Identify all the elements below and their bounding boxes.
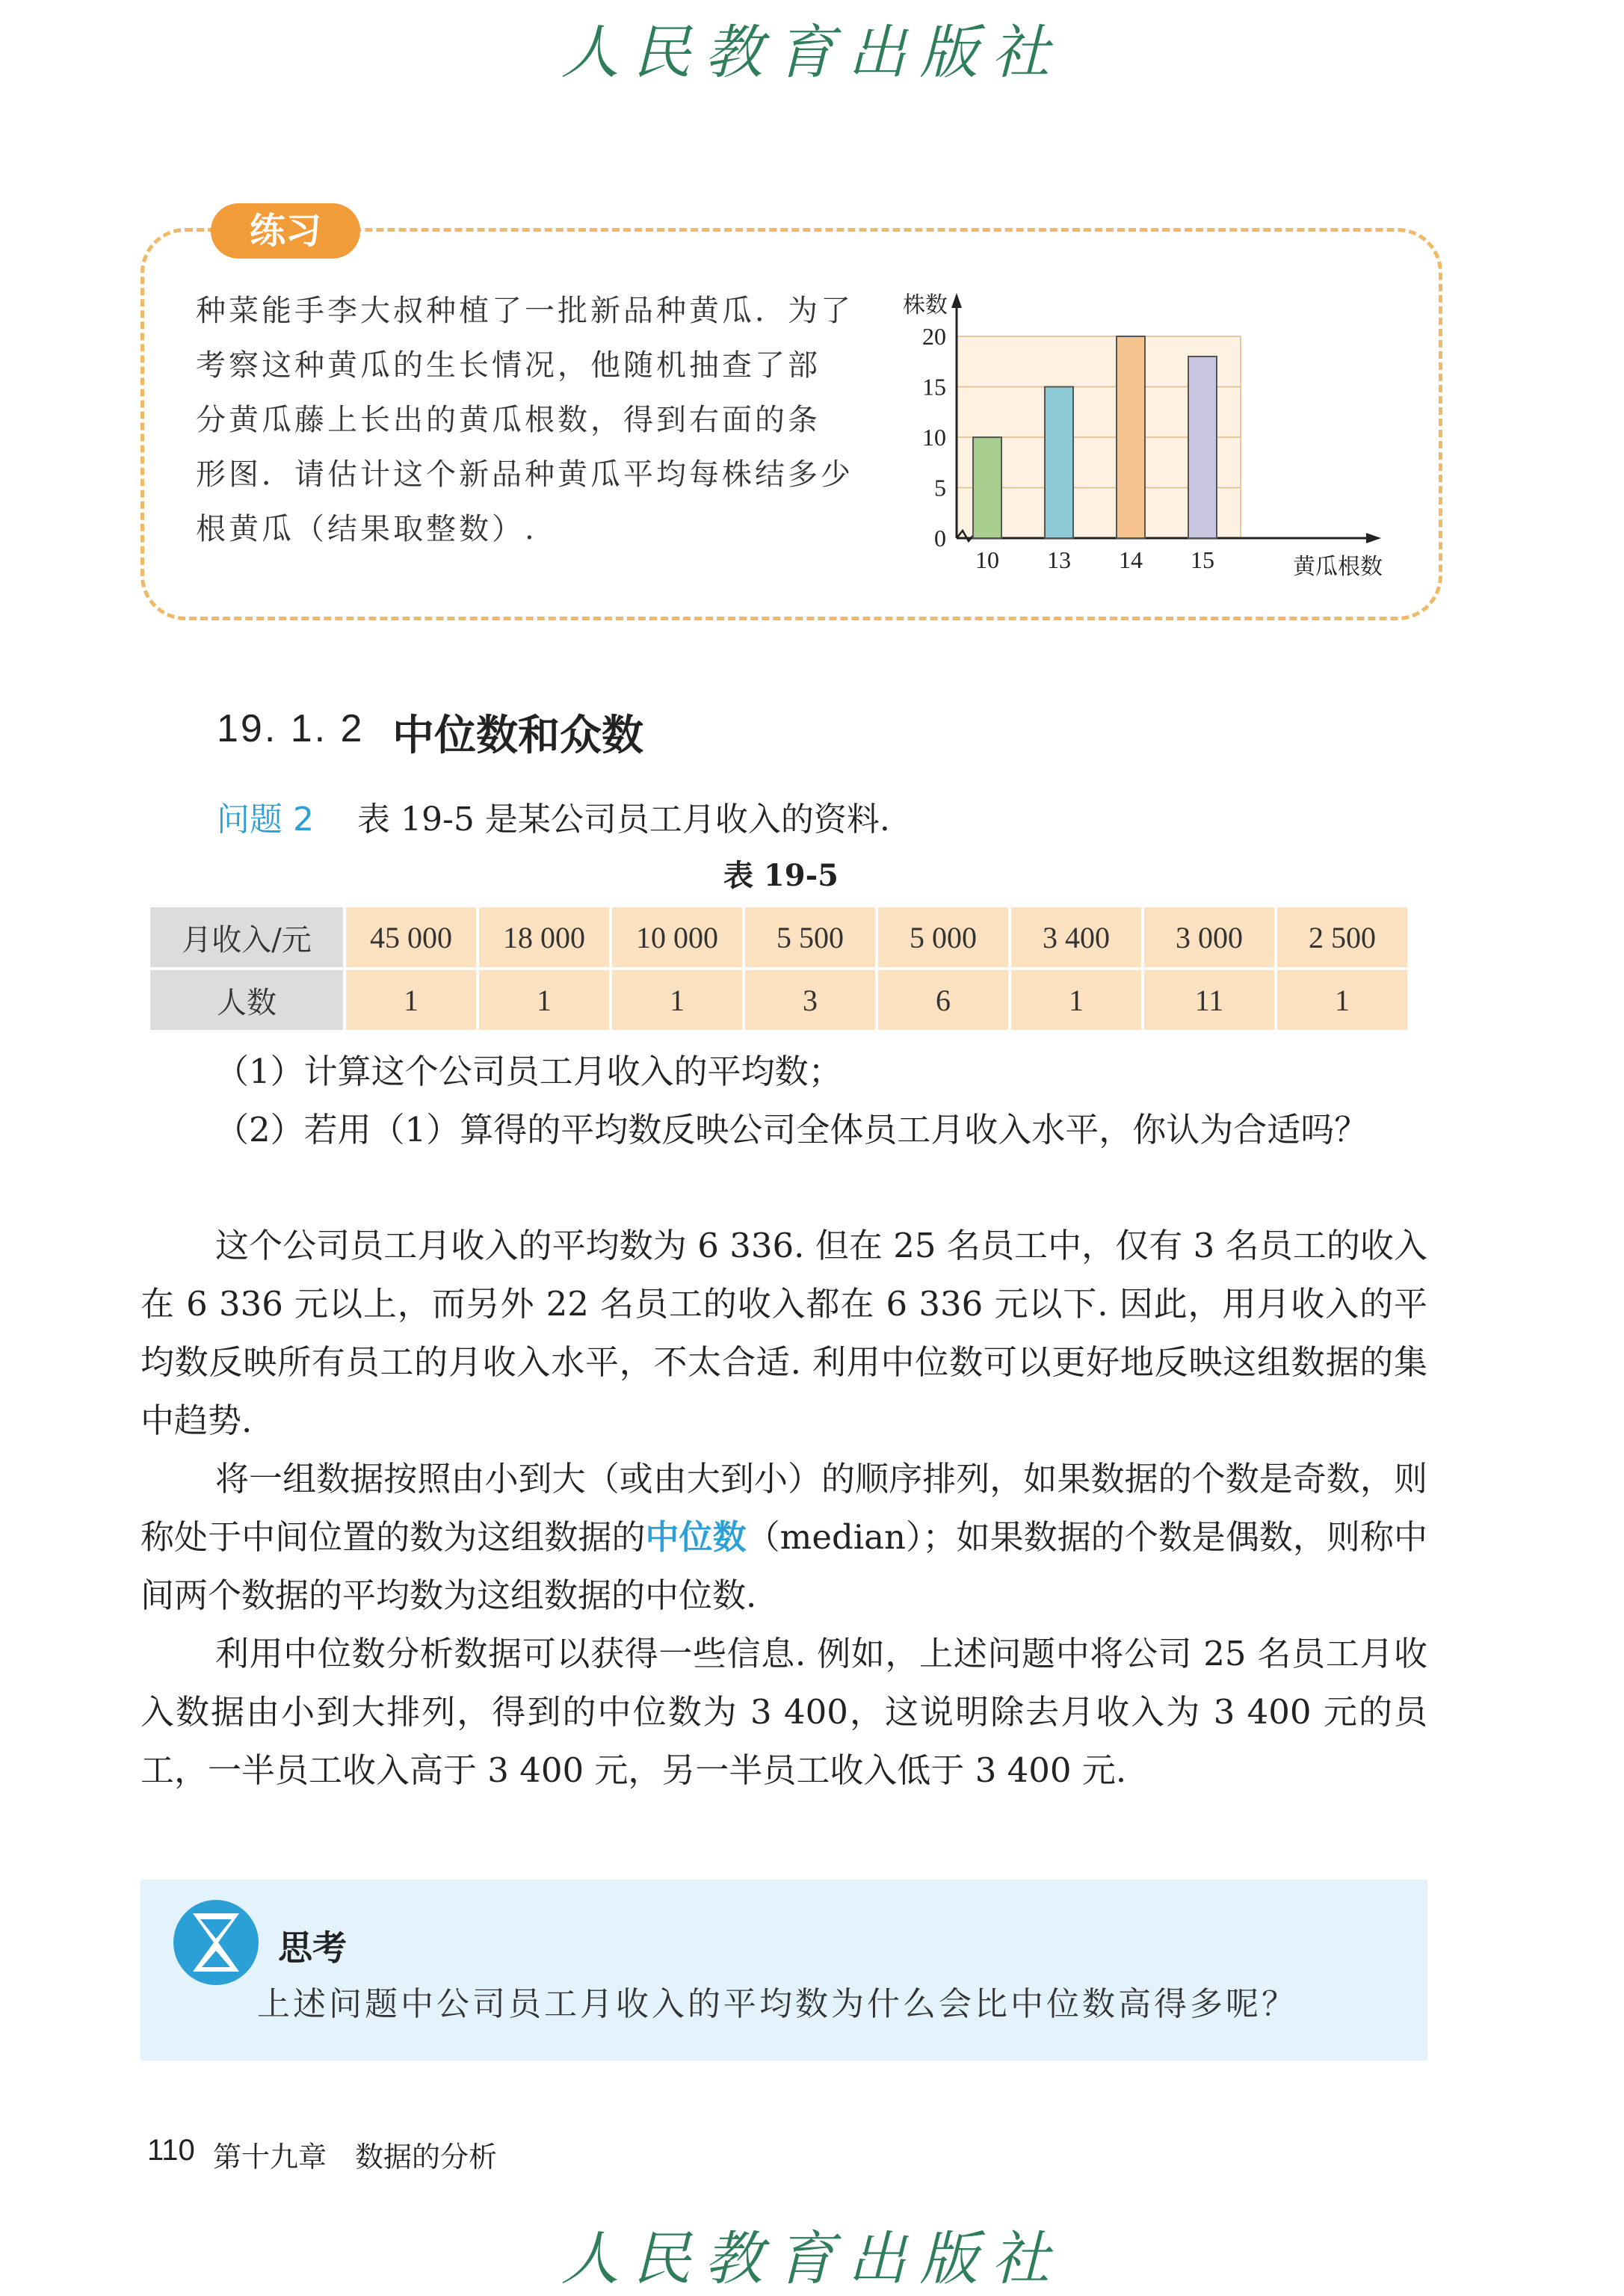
question-1: （1）计算这个公司员工月收入的平均数；: [215, 1052, 842, 1091]
income-cell: 18 000: [479, 907, 609, 967]
page-number: 110: [147, 2134, 195, 2167]
count-cell: 1: [479, 970, 609, 1030]
income-cell: 3 400: [1011, 907, 1141, 967]
median-def-text-2: （median）；如果数据的个数是偶数，则称中间两个数据的平均数为这组数据的中位数.: [141, 1517, 1427, 1615]
median-term: 中位数: [645, 1517, 747, 1557]
think-text: 上述问题中公司员工月收入的平均数为什么会比中位数高得多呢？: [257, 1985, 1297, 2023]
count-cell: 1: [1277, 970, 1407, 1030]
income-cell: 5 000: [878, 907, 1008, 967]
exercise-line: 考察这种黄瓜的生长情况，他随机抽查了部: [196, 348, 821, 383]
row-header-income: 月收入/元: [150, 907, 343, 967]
chart-bar: [973, 437, 1001, 538]
chart-x-tick-label: 10: [975, 546, 999, 573]
exercise-line: 形图．请估计这个新品种黄瓜平均每株结多少: [196, 457, 853, 492]
exercise-line: 根黄瓜（结果取整数）.: [196, 512, 537, 546]
chart-bar: [1045, 387, 1073, 539]
think-box: [141, 1880, 1427, 2061]
publisher-watermark-top: 人民教育出版社: [561, 19, 1063, 87]
income-table: [147, 904, 1410, 1033]
paragraph-median-definition: [141, 1450, 1427, 1625]
count-cell: 1: [612, 970, 742, 1030]
row-header-count: 人数: [150, 970, 343, 1030]
exercise-text: [196, 284, 868, 557]
count-cell: 6: [878, 970, 1008, 1030]
exercise-tag: 练习: [211, 203, 360, 259]
income-cell: 3 000: [1144, 907, 1274, 967]
chart-y-tick-label: 10: [922, 424, 946, 451]
chart-y-axis-label: 株数: [903, 292, 948, 318]
chart-y-axis-arrow: [951, 293, 962, 308]
problem-label: 问题 2: [217, 800, 314, 839]
income-cell: 2 500: [1277, 907, 1407, 967]
count-cell: 1: [1011, 970, 1141, 1030]
exercise-line: 分黄瓜藤上长出的黄瓜根数，得到右面的条: [196, 403, 821, 437]
count-cell: 3: [745, 970, 875, 1030]
chart-y-tick-label: 0: [934, 525, 946, 552]
chart-x-tick-label: 14: [1119, 546, 1143, 573]
income-cell: 10 000: [612, 907, 742, 967]
table-row: [150, 907, 1407, 967]
chart-y-tick-label: 5: [934, 474, 946, 502]
cucumber-bar-chart: [882, 284, 1390, 590]
section-title: 中位数和众数: [392, 712, 643, 760]
question-2: （2）若用（1）算得的平均数反映公司全体员工月收入水平，你认为合适吗？: [215, 1110, 1368, 1149]
paragraph-mean: 这个公司员工月收入的平均数为 6 336. 但在 25 名员工中，仅有 3 名员工的收入在 6 336 元以上，而另外 22 名员工的收入都在 6 336 元以下. 因此，用月收入的平均数反映所有员工的月收入水平，不太合适. 利用中位数可以更好地反映这组数据的集中趋势.: [141, 1226, 1427, 1440]
income-cell: 5 500: [745, 907, 875, 967]
chart-y-tick-label: 15: [922, 373, 946, 401]
chapter-label: 第十九章 数据的分析: [213, 2141, 498, 2173]
think-title: 思考: [278, 1928, 347, 1968]
chart-x-axis-arrow: [1366, 533, 1381, 543]
chart-x-tick-label: 15: [1191, 546, 1214, 573]
table-caption: 表 19-5: [723, 858, 839, 893]
median-def-text: 将一组数据按照由小到大（或由大到小）的顺序排列，如果数据的个数是奇数，则称处于中间位置的数为这组数据的: [141, 1459, 1427, 1557]
table-row: [150, 970, 1407, 1030]
exercise-line: 种菜能手李大叔种植了一批新品种黄瓜．为了: [196, 294, 853, 328]
chart-y-tick-label: 20: [922, 323, 946, 350]
publisher-watermark-bottom: 人民教育出版社: [561, 2226, 1063, 2293]
paragraph-median-example: 利用中位数分析数据可以获得一些信息. 例如，上述问题中将公司 25 名员工月收入数据由小到大排列，得到的中位数为 3 400，这说明除去月收入为 3 400 元的员工，一半员工收入高于 3 400 元，另一半员工收入低于 3 400 元.: [141, 1634, 1427, 1790]
chart-bar: [1117, 336, 1145, 538]
chart-x-axis-label: 黄瓜根数: [1293, 554, 1383, 580]
count-cell: 1: [346, 970, 476, 1030]
chart-x-tick-label: 13: [1047, 546, 1071, 573]
income-cell: 45 000: [346, 907, 476, 967]
problem-text: 表 19-5 是某公司员工月收入的资料.: [357, 800, 890, 839]
count-cell: 11: [1144, 970, 1274, 1030]
hourglass-icon: [172, 1898, 260, 1987]
section-number: 19. 1. 2: [217, 707, 365, 750]
chart-bar: [1188, 357, 1217, 538]
